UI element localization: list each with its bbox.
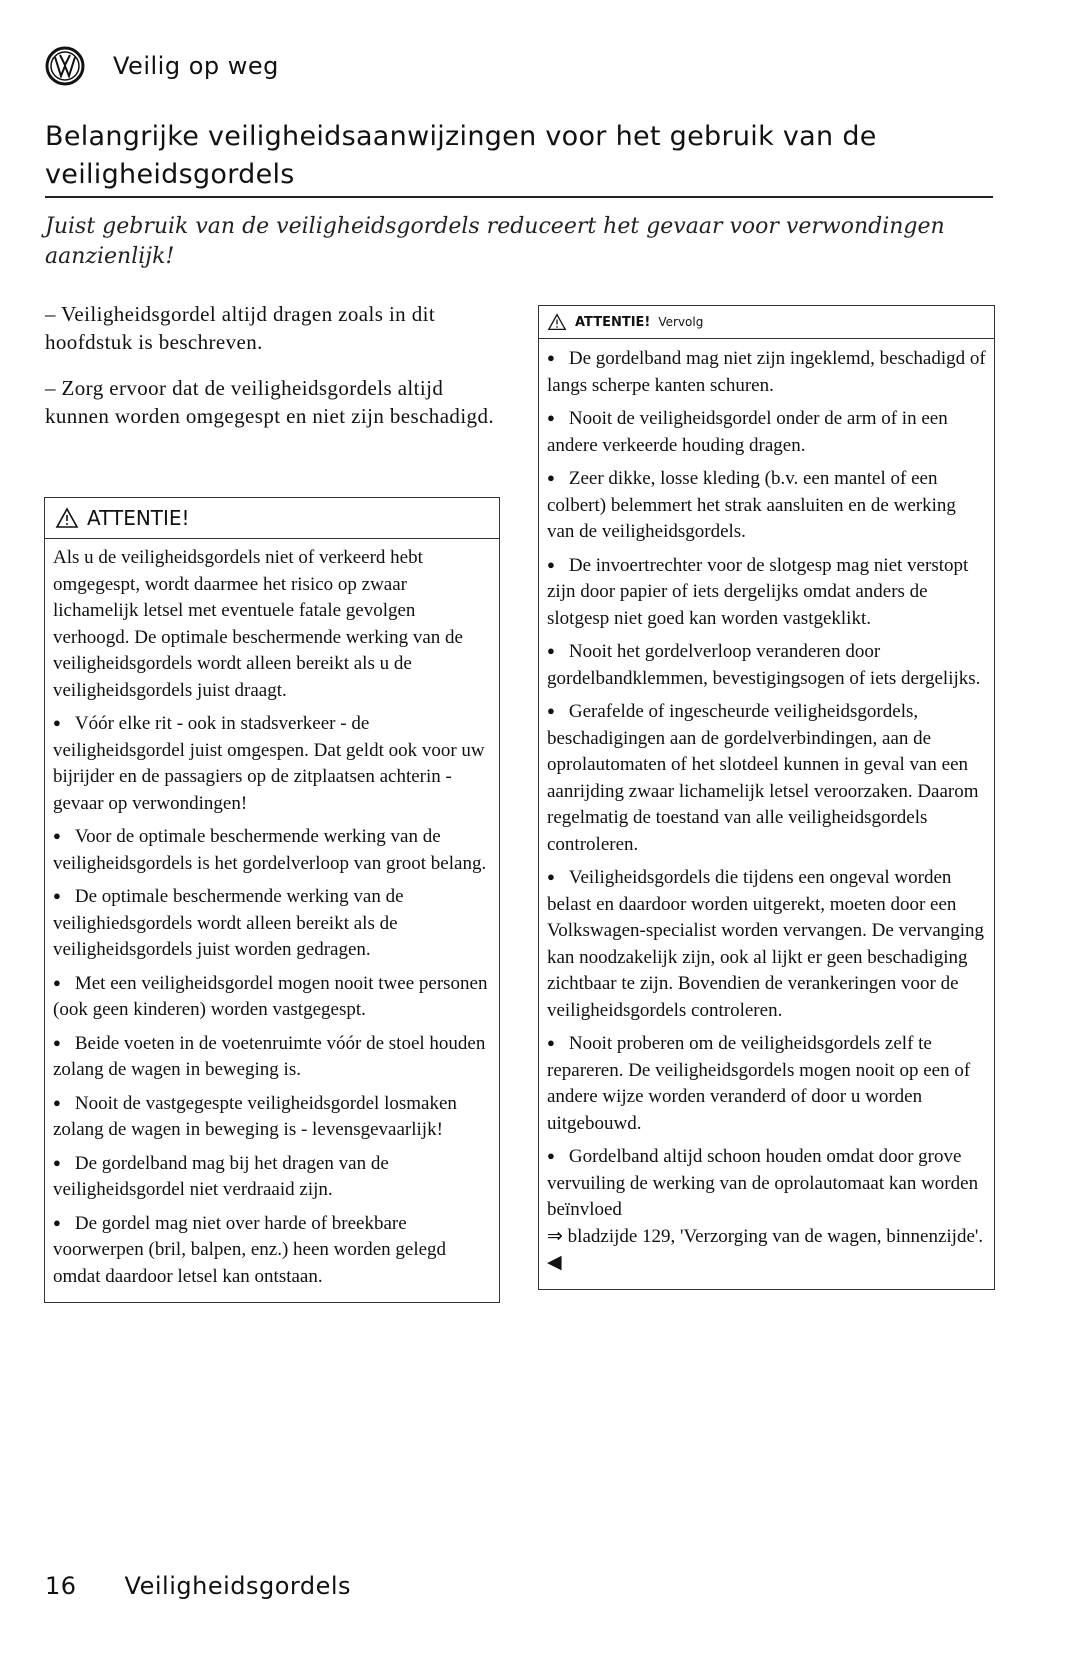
warning-bullet: ● Nooit de vastgegespte veiligheidsgordel losmaken zolang de wagen in beweging is - levensgevaarlijk! [53,1090,491,1144]
warning-bullet: ● Beide voeten in de voetenruimte vóór de stoel houden zolang de wagen in beweging is. [53,1030,491,1084]
chapter-title: Veiligheidsgordels [124,1572,352,1600]
warning-heading: ATTENTIE! [575,314,651,330]
page-reference-link[interactable]: ⇒ bladzijde 129, 'Verzorging van de wagen, binnenzijde'. ◀ [547,1225,984,1273]
page-footer [45,1572,351,1600]
warning-bullet: ● Nooit de veiligheidsgordel onder de arm of in een andere verkeerde houding dragen. [547,405,986,459]
warning-heading-sub: Vervolg [658,315,704,329]
warning-box [44,497,500,1303]
warning-bullet: ● Met een veiligheidsgordel mogen nooit twee personen (ook geen kinderen) worden vastgegespt. [53,970,491,1024]
warning-bullet: ● Veiligheidsgordels die tijdens een ongeval worden belast en daardoor worden uitgerekt, moeten door een Volkswagen-specialist worden vervangen. De vervanging kan noodzakelijk zijn, ook al lijkt er geen beschadiging zichtbaar te zijn. Bovendien de verankeringen voor de veiligheidsgordels controleren. [547,864,986,1024]
warning-heading: ATTENTIE! [87,506,190,530]
title-divider [45,196,993,198]
warning-bullet: ● Vóór elke rit - ook in stadsverkeer - de veiligheidsgordel juist omgespen. Dat geldt ook voor uw bijrijder en de passagiers op de zitplaatsen achterin - gevaar op verwondingen! [53,710,491,817]
warning-header [539,306,994,339]
left-column [45,300,500,448]
warning-body [539,339,994,1289]
warning-bullet: ● De gordelband mag bij het dragen van de veiligheidsgordel niet verdraaid zijn. [53,1150,491,1204]
page-header [45,46,279,86]
intro-text: Juist gebruik van de veiligheidsgordels reduceert het gevaar voor verwondingen aanzienlijk! [45,214,945,269]
page-title: Belangrijke veiligheidsaanwijzingen voor het gebruik van de veiligheidsgordels [45,121,877,190]
page-number: 16 [45,1572,77,1600]
warning-bullet: ● Voor de optimale beschermende werking van de veiligheidsgordels is het gordelverloop van groot belang. [53,823,491,877]
warning-intro: Als u de veiligheidsgordels niet of verkeerd hebt omgegespt, wordt daarmee het risico op zwaar lichamelijk letsel met eventuele fatale gevolgen verhoogd. De optimale beschermende werking van de veiligheidsgordels wordt alleen bereikt als u de veiligheidsgordels juist draagt. [53,547,463,701]
warning-bullet: ● Nooit proberen om de veiligheidsgordels zelf te repareren. De veiligheidsgordels mogen nooit op een of andere wijze worden veranderd of door u worden uitgebouwd. [547,1030,986,1137]
warning-triangle-icon [547,313,567,331]
warning-triangle-icon [55,507,79,529]
warning-bullet: ● Gordelband altijd schoon houden omdat door grove vervuiling de werking van de oprolautomaat kan worden beïnvloed [547,1143,986,1224]
warning-box-continued [538,305,995,1290]
warning-bullet: ● De optimale beschermende werking van de veilighiedsgordels wordt alleen bereikt als de veiligheidsgordels juist worden gedragen. [53,883,491,964]
warning-bullet: ● Nooit het gordelverloop veranderen door gordelbandklemmen, bevestigingsogen of iets dergelijks. [547,638,986,692]
section-title: Veilig op weg [113,52,279,80]
vw-logo-icon [45,46,85,86]
warning-bullet: ● Gerafelde of ingescheurde veiligheidsgordels, beschadigingen aan de gordelverbindingen, aan de oprolautomaten of het slotdeel kunnen in geval van een aanrijding zwaar lichamelijk letsel veroorzaken. Daarom regelmatig de toestand van alle veiligheidsgordels controleren. [547,698,986,858]
warning-bullet: ● De gordel mag niet over harde of breekbare voorwerpen (bril, balpen, enz.) heen worden gelegd omdat daardoor letsel kan ontstaan. [53,1210,491,1291]
warning-bullet: ● Zeer dikke, losse kleding (b.v. een mantel of een colbert) belemmert het strak aansluiten en de werking van de veiligheidsgordels. [547,465,986,546]
instruction-item: – Veiligheidsgordel altijd dragen zoals in dit hoofdstuk is beschreven. [45,302,436,354]
warning-body [45,539,499,1302]
warning-bullet: ● De invoertrechter voor de slotgesp mag niet verstopt zijn door papier of iets dergelijks omdat anders de slotgesp niet goed kan worden vastgeklikt. [547,552,986,633]
warning-bullet: ● De gordelband mag niet zijn ingeklemd, beschadigd of langs scherpe kanten schuren. [547,345,986,399]
instruction-item: – Zorg ervoor dat de veiligheidsgordels altijd kunnen worden omgegespt en niet zijn beschadigd. [45,376,495,428]
warning-header [45,498,499,539]
